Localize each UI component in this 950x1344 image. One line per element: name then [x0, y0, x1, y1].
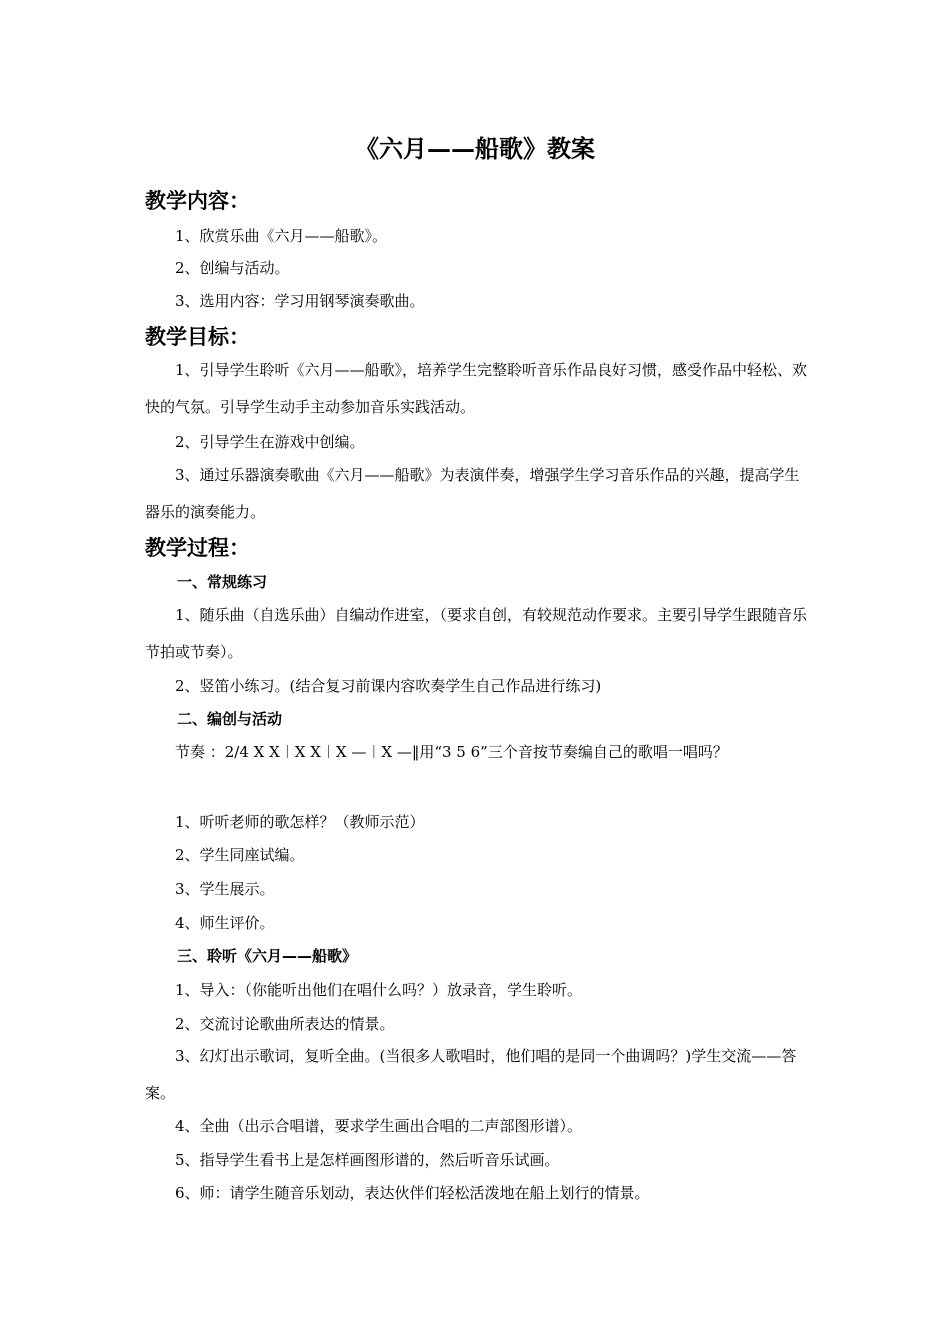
- listening-item-5: 5、指导学生看书上是怎样画图形谱的，然后听音乐试画。: [175, 1151, 560, 1169]
- creation-item-1: 1、听听老师的歌怎样？（教师示范）: [175, 813, 425, 831]
- listening-item-6: 6、师：请学生随音乐划动，表达伙伴们轻松活泼地在船上划行的情景。: [175, 1184, 650, 1202]
- content-item-2: 2、创编与活动。: [175, 259, 290, 277]
- subheading-routine-practice: 一、常规练习: [177, 573, 268, 591]
- goal-item-3: 3、通过乐器演奏歌曲《六月——船歌》为表演伴奏，增强学生学习音乐作品的兴趣，提高学生器乐的演奏能力。: [145, 466, 800, 521]
- subheading-creation-activity: 二、编创与活动: [177, 710, 283, 728]
- listening-item-2: 2、交流讨论歌曲所表达的情景。: [175, 1015, 395, 1033]
- listening-item-3: 3、幻灯出示歌词，复听全曲。(当很多人歌唱时，他们唱的是同一个曲调吗？)学生交流——答案。: [145, 1047, 797, 1102]
- goal-item-1: 1、引导学生聆听《六月——船歌》，培养学生完整聆听音乐作品良好习惯，感受作品中轻松、欢快的气氛。引导学生动手主动参加音乐实践活动。: [145, 361, 808, 416]
- creation-item-3: 3、学生展示。: [175, 880, 275, 898]
- heading-teaching-content: 教学内容：: [145, 189, 250, 213]
- routine-item-2: 2、竖笛小练习。(结合复习前课内容吹奏学生自己作品进行练习): [175, 677, 602, 695]
- listening-item-4: 4、全曲（出示合唱谱，要求学生画出合唱的二声部图形谱）。: [175, 1117, 583, 1135]
- content-item-3: 3、选用内容：学习用钢琴演奏歌曲。: [175, 292, 425, 310]
- creation-item-4: 4、师生评价。: [175, 914, 275, 932]
- content-item-1: 1、欣赏乐曲《六月——船歌》。: [175, 227, 388, 245]
- listening-item-1: 1、导入：（你能听出他们在唱什么吗？）放录音，学生聆听。: [175, 981, 583, 999]
- document-title: 《六月——船歌》教案: [355, 134, 595, 163]
- subheading-listening: 三、聆听《六月——船歌》: [177, 947, 358, 965]
- heading-teaching-goals: 教学目标：: [145, 325, 250, 349]
- goal-item-2: 2、引导学生在游戏中创编。: [175, 433, 365, 451]
- routine-item-1: 1、随乐曲（自选乐曲）自编动作进室，（要求自创，有较规范动作要求。主要引导学生跟随音乐节拍或节奏）。: [145, 606, 808, 661]
- rhythm-instruction: 节奏 ：2/4 X X︱X X︱X —︱X —‖用“3 5 6”三个音按节奏编自己的歌唱一唱吗？: [175, 743, 728, 761]
- creation-item-2: 2、学生同座试编。: [175, 846, 305, 864]
- heading-teaching-process: 教学过程：: [145, 536, 250, 560]
